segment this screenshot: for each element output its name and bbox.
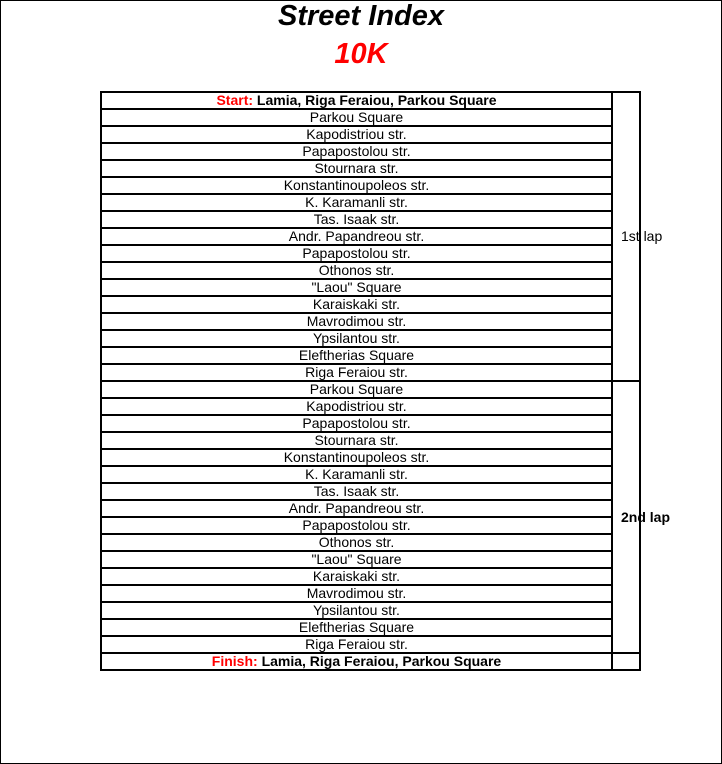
table-row <box>101 619 640 636</box>
street-name: K. Karamanli str. <box>101 194 612 211</box>
table-row <box>101 466 640 483</box>
table-row <box>101 296 640 313</box>
table-row <box>101 381 640 398</box>
street-name: Parkou Square <box>101 109 612 126</box>
table-row <box>101 585 640 602</box>
table-row <box>101 160 640 177</box>
street-index-table <box>100 91 671 671</box>
table-row <box>101 109 640 126</box>
finish-text: Lamia, Riga Feraiou, Parkou Square <box>261 653 502 669</box>
street-name: "Laou" Square <box>101 551 612 568</box>
race-distance: 10K <box>334 38 388 70</box>
table-row <box>101 517 640 534</box>
street-name: Stournara str. <box>101 160 612 177</box>
street-name: Tas. Isaak str. <box>101 483 612 500</box>
table-row <box>101 500 640 517</box>
street-name: Kapodistriou str. <box>101 126 612 143</box>
table-row <box>101 143 640 160</box>
start-row <box>101 92 640 109</box>
finish-label: Finish: <box>211 653 258 669</box>
table-row <box>101 262 640 279</box>
street-name: Karaiskaki str. <box>101 568 612 585</box>
street-name: Mavrodimou str. <box>101 585 612 602</box>
start-text: Lamia, Riga Feraiou, Parkou Square <box>256 92 497 108</box>
table-row <box>101 245 640 262</box>
street-name: Konstantinoupoleos str. <box>101 449 612 466</box>
street-name: Karaiskaki str. <box>101 296 612 313</box>
table-row <box>101 126 640 143</box>
street-name: Papapostolou str. <box>101 517 612 534</box>
start-label: Start: <box>216 92 254 108</box>
street-name: Papapostolou str. <box>101 415 612 432</box>
table-row <box>101 636 640 653</box>
street-name: Riga Feraiou str. <box>101 364 612 381</box>
table-row <box>101 483 640 500</box>
table-row <box>101 177 640 194</box>
table-row <box>101 415 640 432</box>
street-name: Othonos str. <box>101 534 612 551</box>
finish-row <box>101 653 640 670</box>
street-index-body <box>101 92 671 670</box>
street-name: "Laou" Square <box>101 279 612 296</box>
street-name: K. Karamanli str. <box>101 466 612 483</box>
table-row <box>101 602 640 619</box>
street-name: Eleftherias Square <box>101 347 612 364</box>
start-cell <box>101 92 612 109</box>
table-row <box>101 279 640 296</box>
finish-lap-cell <box>612 653 640 670</box>
street-name: Kapodistriou str. <box>101 398 612 415</box>
page-title: Street Index <box>278 0 444 32</box>
street-name: Andr. Papandreou str. <box>101 228 612 245</box>
street-name: Papapostolou str. <box>101 143 612 160</box>
street-name: Tas. Isaak str. <box>101 211 612 228</box>
table-row <box>101 432 640 449</box>
street-name: Ypsilantou str. <box>101 602 612 619</box>
street-name: Papapostolou str. <box>101 245 612 262</box>
street-name: Othonos str. <box>101 262 612 279</box>
table-row <box>101 313 640 330</box>
street-name: Stournara str. <box>101 432 612 449</box>
lap-1-label-text: 1st lap <box>621 228 663 244</box>
table-row <box>101 228 640 245</box>
table-row <box>101 211 640 228</box>
street-name: Ypsilantou str. <box>101 330 612 347</box>
lap-1-label <box>612 92 663 381</box>
table-row <box>101 347 640 364</box>
table-row <box>101 398 640 415</box>
table-row <box>101 551 640 568</box>
table-row <box>101 449 640 466</box>
street-name: Mavrodimou str. <box>101 313 612 330</box>
table-row <box>101 194 640 211</box>
street-name: Eleftherias Square <box>101 619 612 636</box>
table-row <box>101 330 640 347</box>
street-name: Andr. Papandreou str. <box>101 500 612 517</box>
street-name: Riga Feraiou str. <box>101 636 612 653</box>
table-row <box>101 568 640 585</box>
street-name: Konstantinoupoleos str. <box>101 177 612 194</box>
street-name: Parkou Square <box>101 381 612 398</box>
table-row <box>101 534 640 551</box>
table-row <box>101 364 640 381</box>
lap-2-label-text: 2nd lap <box>621 508 671 525</box>
lap-2-label <box>612 381 671 653</box>
finish-cell <box>101 653 612 670</box>
